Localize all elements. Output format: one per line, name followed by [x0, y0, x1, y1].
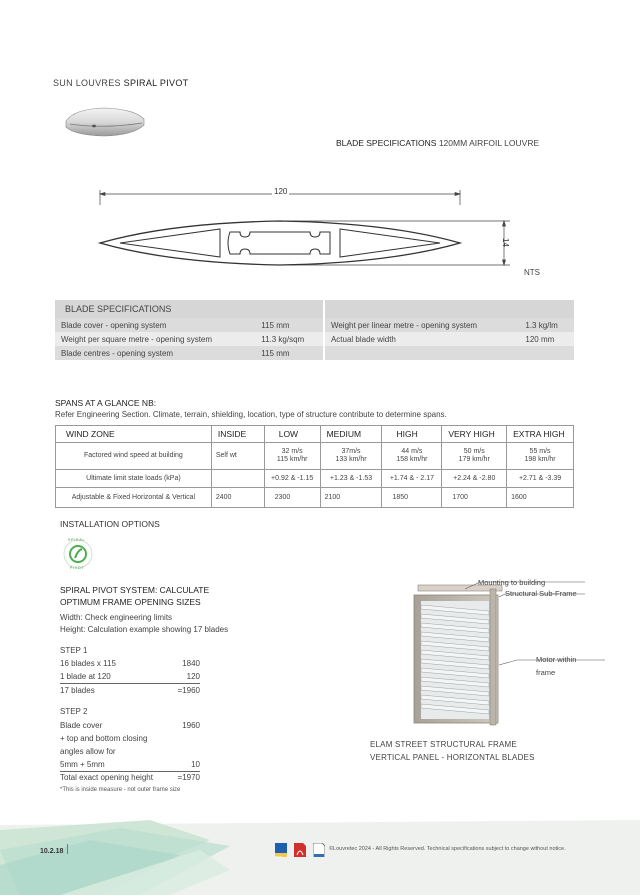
span-cell: 1850 — [382, 488, 442, 508]
not-to-scale-label: NTS — [524, 268, 540, 277]
wind-speed-cell — [442, 443, 507, 470]
calc-label: Blade cover — [60, 721, 103, 730]
calc-row — [60, 773, 200, 782]
calc-row — [60, 672, 200, 681]
spec-value: 1.3 kg/lm — [519, 318, 574, 332]
uls-cell: +2.71 & -3.39 — [507, 470, 574, 488]
callout-motor: Motor within — [536, 655, 577, 664]
calc-label: Total exact opening height — [60, 773, 153, 782]
installation-title: INSTALLATION OPTIONS — [60, 519, 160, 529]
blade-thumbnail-image — [64, 105, 146, 139]
spec-label: Blade centres - opening system — [55, 346, 255, 360]
spec-row — [55, 318, 574, 332]
calc-label: 16 blades x 115 — [60, 659, 116, 668]
section-header — [53, 78, 188, 88]
wind-header: INSIDE — [211, 426, 264, 443]
wind-zone-table — [55, 425, 574, 508]
width-dimension-label: 120 — [274, 187, 288, 196]
span-cell: 2300 — [264, 488, 320, 508]
calc-row — [60, 686, 200, 695]
wind-ms: 55 m/s — [529, 448, 551, 455]
uls-label: Ultimate limit state loads (kPa) — [56, 470, 212, 488]
spec-table-title: BLADE SPECIFICATIONS — [55, 300, 324, 318]
wind-ms: 37m/s — [341, 448, 361, 455]
calc-value: 1960 — [182, 721, 200, 730]
uls-cell: +1.23 & -1.53 — [320, 470, 382, 488]
wind-ms: 32 m/s — [281, 448, 303, 455]
uls-inside — [211, 470, 264, 488]
wind-speed-cell — [264, 443, 320, 470]
calc-label: + top and bottom closing — [60, 734, 148, 743]
wind-header: EXTRA HIGH — [507, 426, 574, 443]
wind-header: VERY HIGH — [442, 426, 507, 443]
wind-kmh: 198 km/hr — [524, 456, 556, 463]
wind-speed-cell — [382, 443, 442, 470]
illustration-caption-2: VERTICAL PANEL - HORIZONTAL BLADES — [370, 753, 535, 762]
wind-kmh: 179 km/hr — [458, 456, 490, 463]
header-bold: SPIRAL PIVOT — [123, 78, 189, 88]
wind-header: LOW — [264, 426, 320, 443]
blade-spec-title — [336, 138, 539, 148]
calc-row — [60, 659, 200, 668]
wind-header: HIGH — [382, 426, 442, 443]
calc-divider — [60, 683, 200, 684]
calc-value: =1970 — [177, 773, 200, 782]
calc-label: angles allow for — [60, 747, 116, 756]
page-divider — [67, 844, 68, 854]
span-cell: 1600 — [507, 488, 574, 508]
height-line: Height: Calculation example showing 17 blades — [60, 625, 229, 634]
calc-row — [60, 760, 200, 769]
calc-label: 5mm + 5mm — [60, 760, 105, 769]
spec-row — [55, 332, 574, 346]
calc-divider — [60, 771, 200, 772]
wind-kmh: 158 km/hr — [396, 456, 428, 463]
spec-value: 115 mm — [255, 346, 324, 360]
spec-label: Blade cover - opening system — [55, 318, 255, 332]
blade-spec-table — [55, 300, 574, 360]
calc-label: 1 blade at 120 — [60, 672, 111, 681]
calc-row — [60, 747, 200, 756]
spec-value: 115 mm — [255, 318, 324, 332]
uls-cell: +0.92 & -1.15 — [264, 470, 320, 488]
spec-label: Weight per square metre - opening system — [55, 332, 255, 346]
callout-subframe: Structural Sub-Frame — [505, 589, 577, 598]
spans-subtitle: Refer Engineering Section. Climate, terrain, shielding, location, type of structure contribute to determine spans. — [55, 410, 447, 419]
spec-label: Weight per linear metre - opening system — [324, 318, 519, 332]
copyright-text: ©Louvretec 2024 - All Rights Reserved. Technical specifications subject to change without notice. — [329, 846, 566, 852]
calc-value: 10 — [191, 760, 200, 769]
header-prefix: SUN LOUVRES — [53, 78, 121, 88]
illustration-caption-1: ELAM STREET STRUCTURAL FRAME — [370, 740, 517, 749]
spec-label: Actual blade width — [324, 332, 519, 346]
spec-value: 11.3 kg/sqm — [255, 332, 324, 346]
blade-spec-title-bold: BLADE SPECIFICATIONS — [336, 138, 437, 148]
callout-mounting: Mounting to building — [478, 578, 546, 587]
step-1-label: STEP 1 — [60, 646, 88, 655]
calc-row — [60, 721, 200, 730]
uls-cell: +2.24 & -2.80 — [442, 470, 507, 488]
wind-speed-cell — [320, 443, 382, 470]
span-cell: 1700 — [442, 488, 507, 508]
wind-ms: 50 m/s — [463, 448, 485, 455]
table-row — [56, 470, 574, 488]
spec-value — [519, 346, 574, 360]
pdf-file-icon[interactable] — [294, 843, 306, 857]
table-row — [56, 443, 574, 470]
blade-profile-drawing — [90, 185, 530, 275]
calc-title-line-2: OPTIMUM FRAME OPENING SIZES — [60, 597, 201, 607]
span-cell: 2400 — [211, 488, 264, 508]
badge-top-text: SPIRAL — [68, 538, 86, 542]
spec-label — [324, 346, 519, 360]
calc-value: =1960 — [177, 686, 200, 695]
footnote: *This is inside measure - not outer frame size — [60, 787, 181, 793]
calc-value: 1840 — [182, 659, 200, 668]
calc-value: 120 — [186, 672, 200, 681]
callout-frame: frame — [536, 668, 556, 677]
calc-label: 17 blades — [60, 686, 95, 695]
calc-title — [60, 584, 209, 608]
wind-speed-label: Factored wind speed at building — [56, 443, 212, 470]
spec-file-icon[interactable] — [313, 843, 325, 857]
calc-row — [60, 734, 200, 743]
uls-cell: +1.74 & - 2.17 — [382, 470, 442, 488]
spec-table-title-blank — [324, 300, 574, 318]
step-2-label: STEP 2 — [60, 707, 88, 716]
table-row — [56, 488, 574, 508]
adjustable-label: Adjustable & Fixed Horizontal & Vertical — [56, 488, 212, 508]
wind-inside: Self wt — [211, 443, 264, 470]
width-line: Width: Check engineering limits — [60, 613, 173, 622]
height-dimension-label: 14 — [500, 238, 510, 247]
wind-kmh: 115 km/hr — [276, 456, 308, 463]
blade-spec-title-rest: 120MM AIRFOIL LOUVRE — [438, 138, 540, 148]
spec-value: 120 mm — [519, 332, 574, 346]
spans-title: SPANS AT A GLANCE NB: — [55, 398, 157, 408]
wind-header: MEDIUM — [320, 426, 382, 443]
wind-ms: 44 m/s — [401, 448, 423, 455]
badge-bottom-text: PIVOT — [70, 566, 85, 570]
dwg-label: DWG — [275, 855, 283, 859]
wind-speed-cell — [507, 443, 574, 470]
page-number: 10.2.18 — [40, 848, 64, 855]
span-cell: 2100 — [320, 488, 382, 508]
calc-title-line-1: SPIRAL PIVOT SYSTEM: CALCULATE — [60, 585, 210, 595]
spec-row — [55, 346, 574, 360]
wind-header: WIND ZONE — [56, 426, 212, 443]
wind-kmh: 133 km/hr — [335, 456, 367, 463]
